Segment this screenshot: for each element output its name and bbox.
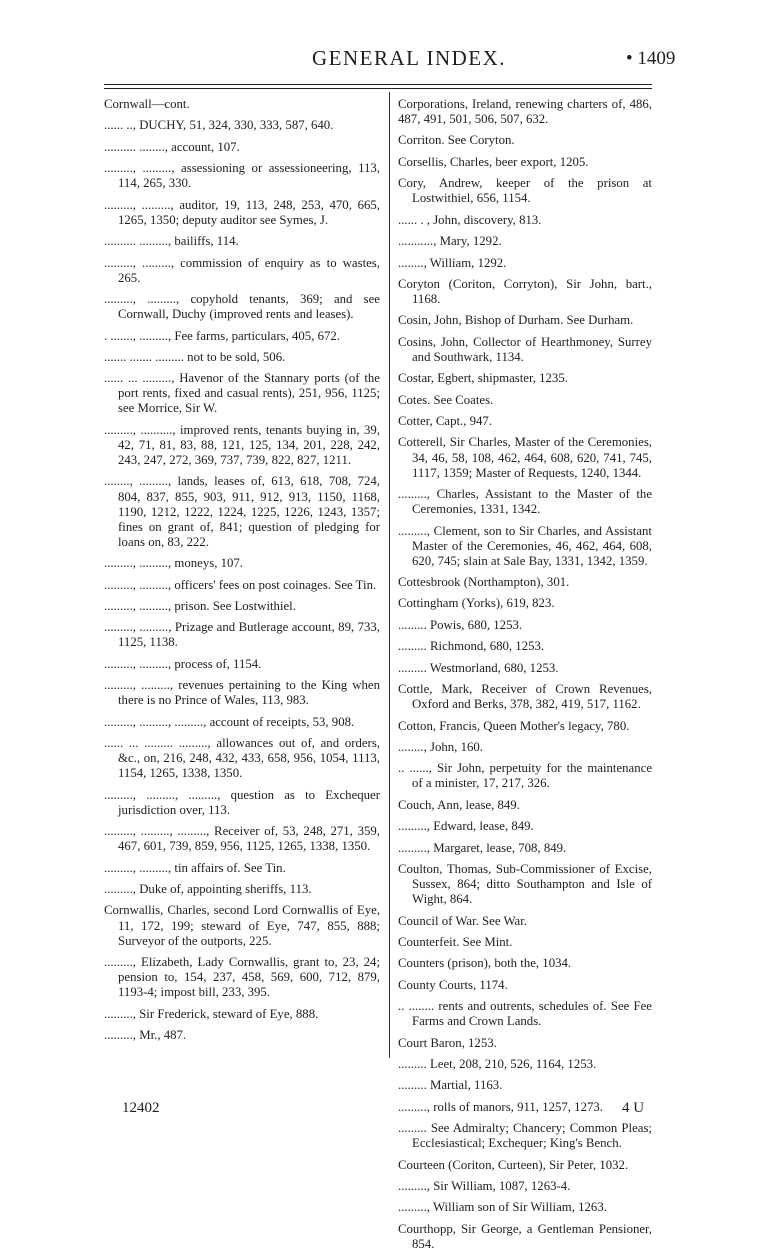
index-entry: Corporations, Ireland, renewing charters of, 486, 487, 491, 501, 506, 507, 632. xyxy=(398,97,652,127)
index-entry: ......... Richmond, 680, 1253. xyxy=(398,639,545,654)
index-entry: ........., William son of Sir William, 1263. xyxy=(398,1200,607,1215)
index-entry: ........., ........., copyhold tenants, 369; and see Cornwall, Duchy (improved rents and leases). xyxy=(104,292,380,322)
index-entry: Couch, Ann, lease, 849. xyxy=(398,797,520,812)
index-entry: ........., Clement, son to Sir Charles, and Assistant Master of the Ceremonies, 46, 462, 464, 608, 620, 745; slain at Sale Bay, 1331, 1342, 1359. xyxy=(398,523,652,568)
index-entry: ......... Martial, 1163. xyxy=(398,1078,503,1093)
page-number: • 1409 xyxy=(626,48,676,69)
gathering-mark: 4 U xyxy=(622,1100,645,1116)
index-entry: ........., rolls of manors, 911, 1257, 1273. xyxy=(398,1099,603,1114)
index-entry: Corsellis, Charles, beer export, 1205. xyxy=(398,154,589,169)
index-entry: ........., ........., officers' fees on post coinages. See Tin. xyxy=(104,577,377,592)
index-entry: ....... ....... ......... not to be sold, 506. xyxy=(104,349,286,364)
index-entry: ........., Mr., 487. xyxy=(104,1028,187,1042)
index-entry: ........., Margaret, lease, 708, 849. xyxy=(398,840,567,855)
index-entry: Cottingham (Yorks), 619, 823. xyxy=(398,596,555,611)
index-entry: ........., ........., process of, 1154. xyxy=(104,656,262,671)
signature-mark: 12402 xyxy=(122,1100,160,1116)
index-entry: ........., .........., improved rents, tenants buying in, 39, 42, 71, 81, 83, 88, 121, 125, 134, 201, 228, 242, 243, 247, 272, 369, 737, 739, 822, 827, 1211. xyxy=(104,422,380,468)
index-entry: ...... ... ........., Havenor of the Stannary ports (of the port rents, fixed and casual rents), 251, 956, 1125; see Morrice, Sir W. xyxy=(104,371,380,416)
index-entry: ......... Westmorland, 680, 1253. xyxy=(398,660,559,675)
index-entry: Coulton, Thomas, Sub-Commissioner of Excise, Sussex, 864; ditto Southampton and Isle of Wight, 864. xyxy=(398,861,652,907)
index-column-left xyxy=(104,97,380,1049)
index-entry: ........., Duke of, appointing sheriffs, 113. xyxy=(104,882,312,897)
index-entry: ...... . , John, discovery, 813. xyxy=(398,212,542,227)
index-entry: Costar, Egbert, shipmaster, 1235. xyxy=(398,371,568,386)
index-entry: ..........., Mary, 1292. xyxy=(398,234,502,249)
index-entry: . ......., ........., Fee farms, particulars, 405, 672. xyxy=(104,328,340,343)
index-entry: ........., ........., tin affairs of. See Tin. xyxy=(104,860,286,875)
index-entry: ........., ........., ........., question as to Exchequer jurisdiction over, 113. xyxy=(104,787,380,817)
index-entry: ........., ........., ........., account of receipts, 53, 908. xyxy=(104,714,355,729)
index-entry: Cotterell, Sir Charles, Master of the Ceremonies, 34, 46, 58, 108, 462, 464, 608, 620, 741, 745, 1117, 1359; Master of Requests, 1240, 1344. xyxy=(398,435,652,480)
index-entry: ......... Leet, 208, 210, 526, 1164, 1253. xyxy=(398,1056,597,1071)
index-entry: ........., ........., moneys, 107. xyxy=(104,556,243,571)
index-entry: ........., ........., assessioning or assessioneering, 113, 114, 265, 330. xyxy=(104,161,380,191)
index-entry: Cotton, Francis, Queen Mother's legacy, 780. xyxy=(398,718,630,733)
column-divider xyxy=(389,92,390,1058)
index-entry: .. ........ rents and outrents, schedules of. See Fee Farms and Crown Lands. xyxy=(398,999,652,1029)
index-entry: Cory, Andrew, keeper of the prison at Lostwithiel, 656, 1154. xyxy=(398,176,652,206)
index-entry: ........, ........., lands, leases of, 613, 618, 708, 724, 804, 837, 855, 903, 911, 912, 913, 1150, 1168, 1190, 1212, 1222, 1224, 1225, 1226, 1243, 1357; fines on grant of, 841; question of pledging for loans on, 83, 222. xyxy=(104,474,380,549)
index-entry: ........., ........., prison. See Lostwithiel. xyxy=(104,598,296,613)
index-entry: ........., ........., commission of enquiry as to wastes, 265. xyxy=(104,255,380,285)
index-entry: Cotter, Capt., 947. xyxy=(398,414,493,429)
index-entry: Cornwallis, Charles, second Lord Cornwallis of Eye, 11, 172, 199; steward of Eye, 747, 855, 888; Surveyor of the outports, 225. xyxy=(104,903,380,948)
header-rule-thin xyxy=(104,88,652,89)
index-entry: .......... ........, account, 107. xyxy=(104,139,240,154)
index-entry: ........, William, 1292. xyxy=(398,255,507,270)
index-entry: Coryton (Coriton, Corryton), Sir John, bart., 1168. xyxy=(398,276,652,307)
index-entry: County Courts, 1174. xyxy=(398,977,508,992)
page-title: GENERAL INDEX. xyxy=(312,46,507,70)
index-entry: Cotes. See Coates. xyxy=(398,392,494,407)
index-entry: Cottle, Mark, Receiver of Crown Revenues, Oxford and Berks, 378, 382, 419, 517, 1162. xyxy=(398,682,652,712)
index-entry: ......... See Admiralty; Chancery; Common Pleas; Ecclesiastical; Exchequer; King's Bench. xyxy=(398,1121,652,1151)
index-entry: ......... Powis, 680, 1253. xyxy=(398,617,523,632)
index-column-right xyxy=(398,97,652,1258)
index-entry: ........., ........., ........., Receiver of, 53, 248, 271, 359, 467, 601, 739, 859, 956, 1125, 1265, 1338, 1350. xyxy=(104,824,380,854)
index-entry: ........., ........., Prizage and Butlerage account, 89, 733, 1125, 1138. xyxy=(104,620,380,650)
index-entry: ........, John, 160. xyxy=(398,739,483,754)
index-entry: ........., Sir William, 1087, 1263-4. xyxy=(398,1179,571,1194)
index-entry: ........., Elizabeth, Lady Cornwallis, grant to, 23, 24; pension to, 154, 237, 458, 569, 600, 712, 879, 1193-4; impost bill, 233, 395. xyxy=(104,955,380,1000)
index-entry: Cosins, John, Collector of Hearthmoney, Surrey and Southwark, 1134. xyxy=(398,334,652,364)
index-entry: .. ......, Sir John, perpetuity for the maintenance of a minister, 17, 217, 326. xyxy=(398,761,652,791)
page-header xyxy=(0,46,770,74)
index-entry: Court Baron, 1253. xyxy=(398,1035,497,1050)
index-entry: ........., ........., auditor, 19, 113, 248, 253, 470, 665, 1265, 1350; deputy auditor see Symes, J. xyxy=(104,197,380,227)
index-entry: Council of War. See War. xyxy=(398,913,527,928)
index-entry: ........., Charles, Assistant to the Master of the Ceremonies, 1331, 1342. xyxy=(398,487,652,517)
index-entry: Cottesbrook (Northampton), 301. xyxy=(398,575,570,590)
index-entry: Cornwall—cont. xyxy=(104,97,190,111)
index-entry: Courteen (Coriton, Curteen), Sir Peter, 1032. xyxy=(398,1157,629,1172)
index-entry: ...... .., DUCHY, 51, 324, 330, 333, 587, 640. xyxy=(104,118,334,133)
index-entry: ........., Edward, lease, 849. xyxy=(398,819,534,834)
header-rule xyxy=(104,84,652,85)
index-entry: ...... ... ......... ........., allowances out of, and orders, &c., on, 216, 248, 432, 433, 658, 956, 1054, 1113, 1154, 1265, 1338, 1350. xyxy=(104,736,380,781)
index-entry: Cosin, John, Bishop of Durham. See Durham. xyxy=(398,313,634,328)
index-entry: ........., Sir Frederick, steward of Eye, 888. xyxy=(104,1006,319,1021)
index-entry: Counters (prison), both the, 1034. xyxy=(398,956,572,971)
index-entry: .......... ........., bailiffs, 114. xyxy=(104,234,239,249)
index-entry: Counterfeit. See Mint. xyxy=(398,934,513,949)
index-entry: Corriton. See Coryton. xyxy=(398,133,515,148)
index-entry: Courthopp, Sir George, a Gentleman Pensioner, 854. xyxy=(398,1221,652,1251)
index-entry: ........., ........., revenues pertaining to the King when there is no Prince of Wales, 113, 983. xyxy=(104,678,380,708)
